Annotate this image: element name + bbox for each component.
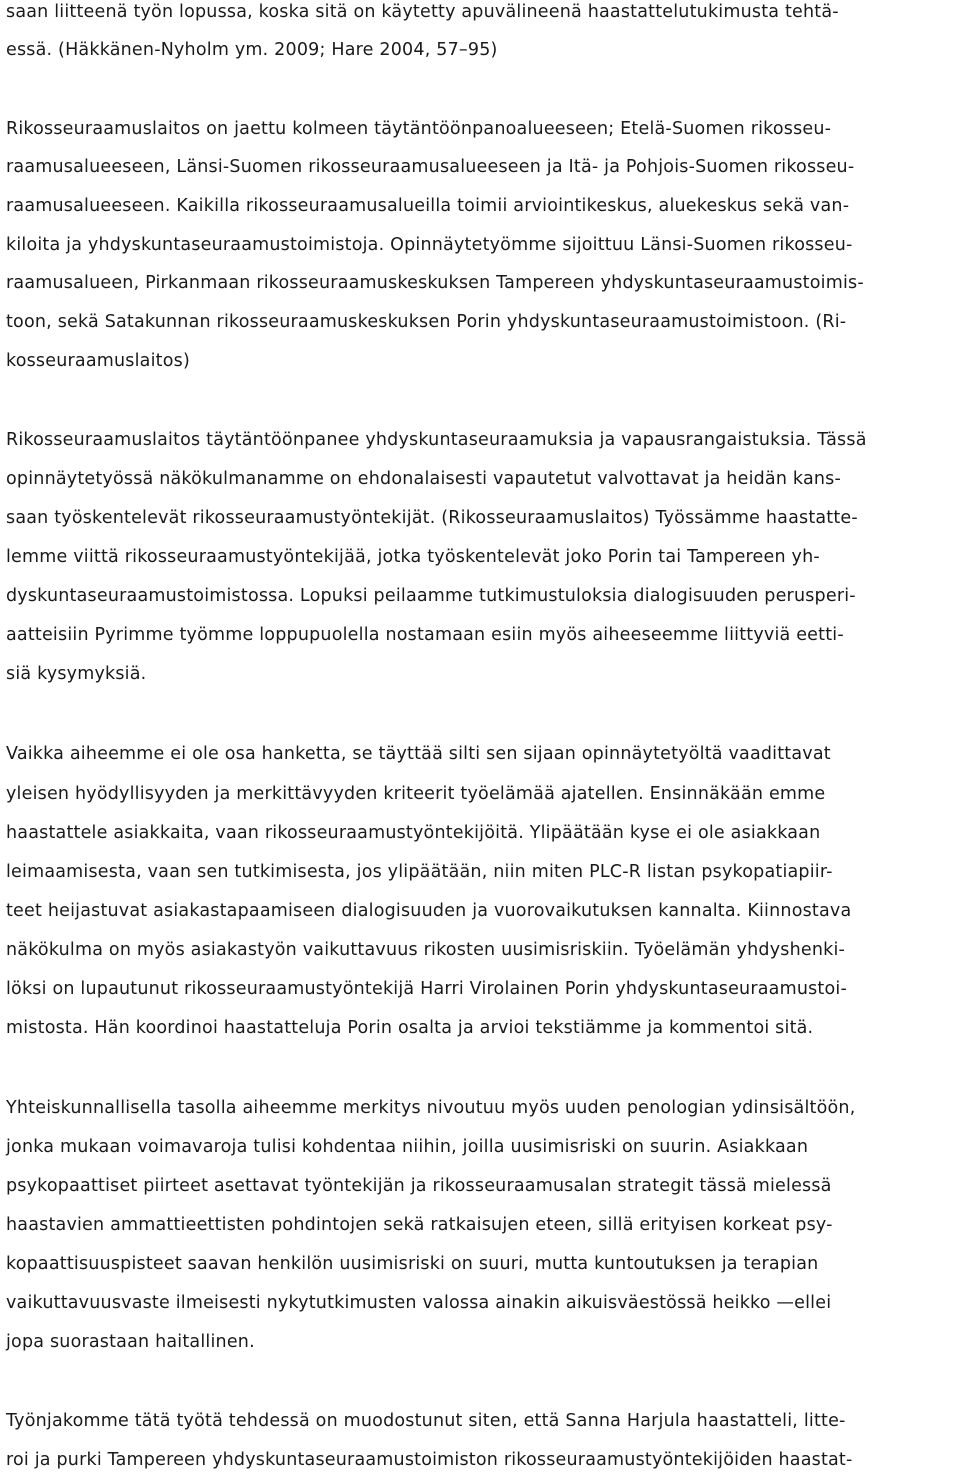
text-line: dyskuntaseuraamustoimistossa. Lopuksi peilaamme tutkimustuloksia dialogisuuden perusperi- bbox=[6, 586, 856, 606]
text-line: Vaikka aiheemme ei ole osa hanketta, se täyttää silti sen sijaan opinnäytetyöltä vaadittavat bbox=[6, 744, 831, 764]
text-line: jonka mukaan voimavaroja tulisi kohdentaa niihin, joilla uusimisriski on suurin. Asiakkaan bbox=[6, 1137, 809, 1157]
text-line: löksi on lupautunut rikosseuraamustyöntekijä Harri Virolainen Porin yhdyskuntaseuraamustoi- bbox=[6, 979, 847, 999]
text-line: siä kysymyksiä. bbox=[6, 664, 147, 684]
text-line: toon, sekä Satakunnan rikosseuraamuskeskuksen Porin yhdyskuntaseuraamustoimistoon. (Ri- bbox=[6, 312, 847, 332]
text-line: lemme viittä rikosseuraamustyöntekijää, jotka työskentelevät joko Porin tai Tampereen yh- bbox=[6, 547, 820, 567]
text-line: Rikosseuraamuslaitos on jaettu kolmeen täytäntöönpanoalueeseen; Etelä-Suomen rikosseu- bbox=[6, 119, 832, 139]
text-line: haastavien ammattieettisten pohdintojen sekä ratkaisujen eteen, sillä erityisen korkeat psy- bbox=[6, 1215, 833, 1235]
text-line: jopa suorastaan haitallinen. bbox=[6, 1332, 255, 1352]
text-line: kosseuraamuslaitos) bbox=[6, 351, 190, 371]
text-line: saan työskentelevät rikosseuraamustyöntekijät. (Rikosseuraamuslaitos) Työssämme haastatte- bbox=[6, 508, 858, 528]
text-line: kopaattisuuspisteet saavan henkilön uusimisriski on suuri, mutta kuntoutuksen ja terapian bbox=[6, 1254, 819, 1274]
text-line: haastattele asiakkaita, vaan rikosseuraamustyöntekijöitä. Ylipäätään kyse ei ole asiakkaan bbox=[6, 823, 821, 843]
text-line: vaikuttavuusvaste ilmeisesti nykytutkimusten valossa ainakin aikuisväestössä heikko —ellei bbox=[6, 1293, 832, 1313]
text-line: saan liitteenä työn lopussa, koska sitä on käytetty apuvälineenä haastattelutukimusta tehtä- bbox=[6, 2, 839, 22]
text-line: näkökulma on myös asiakastyön vaikuttavuus rikosten uusimisriskiin. Työelämän yhdyshenki- bbox=[6, 940, 846, 960]
text-line: essä. (Häkkänen-Nyholm ym. 2009; Hare 2004, 57–95) bbox=[6, 40, 498, 60]
text-line: opinnäytetyössä näkökulmanamme on ehdonalaisesti vapautetut valvottavat ja heidän kans- bbox=[6, 469, 841, 489]
text-line: roi ja purki Tampereen yhdyskuntaseuraamustoimiston rikosseuraamustyöntekijöiden haastat- bbox=[6, 1450, 853, 1470]
text-line: kiloita ja yhdyskuntaseuraamustoimistoja. Opinnäytetyömme sijoittuu Länsi-Suomen rikosseu- bbox=[6, 235, 853, 255]
text-line: Yhteiskunnallisella tasolla aiheemme merkitys nivoutuu myös uuden penologian ydinsisältöön, bbox=[6, 1098, 856, 1118]
text-line: aatteisiin Pyrimme työmme loppupuolella nostamaan esiin myös aiheeseemme liittyviä eetti- bbox=[6, 625, 844, 645]
text-line: leimaamisesta, vaan sen tutkimisesta, jos ylipäätään, niin miten PLC-R listan psykopatiapiir- bbox=[6, 862, 833, 882]
text-line: Rikosseuraamuslaitos täytäntöönpanee yhdyskuntaseuraamuksia ja vapausrangaistuksia. Tässä bbox=[6, 430, 867, 450]
text-line: raamusalueeseen. Kaikilla rikosseuraamusalueilla toimii arviointikeskus, aluekeskus sekä van- bbox=[6, 196, 850, 216]
text-line: teet heijastuvat asiakastapaamiseen dialogisuuden ja vuorovaikutuksen kannalta. Kiinnostava bbox=[6, 901, 852, 921]
text-line: psykopaattiset piirteet asettavat työntekijän ja rikosseuraamusalan strategit tässä mielessä bbox=[6, 1176, 832, 1196]
text-line: raamusalueen, Pirkanmaan rikosseuraamuskeskuksen Tampereen yhdyskuntaseuraamustoimis- bbox=[6, 273, 864, 293]
text-line: mistosta. Hän koordinoi haastatteluja Porin osalta ja arvioi tekstiämme ja kommentoi sitä. bbox=[6, 1018, 814, 1038]
text-line: yleisen hyödyllisyyden ja merkittävyyden kriteerit työelämää ajatellen. Ensinnäkään emme bbox=[6, 784, 826, 804]
text-line: raamusalueeseen, Länsi-Suomen rikosseuraamusalueeseen ja Itä- ja Pohjois-Suomen rikosseu- bbox=[6, 157, 855, 177]
text-line: Työnjakomme tätä työtä tehdessä on muodostunut siten, että Sanna Harjula haastatteli, litte- bbox=[6, 1411, 846, 1431]
